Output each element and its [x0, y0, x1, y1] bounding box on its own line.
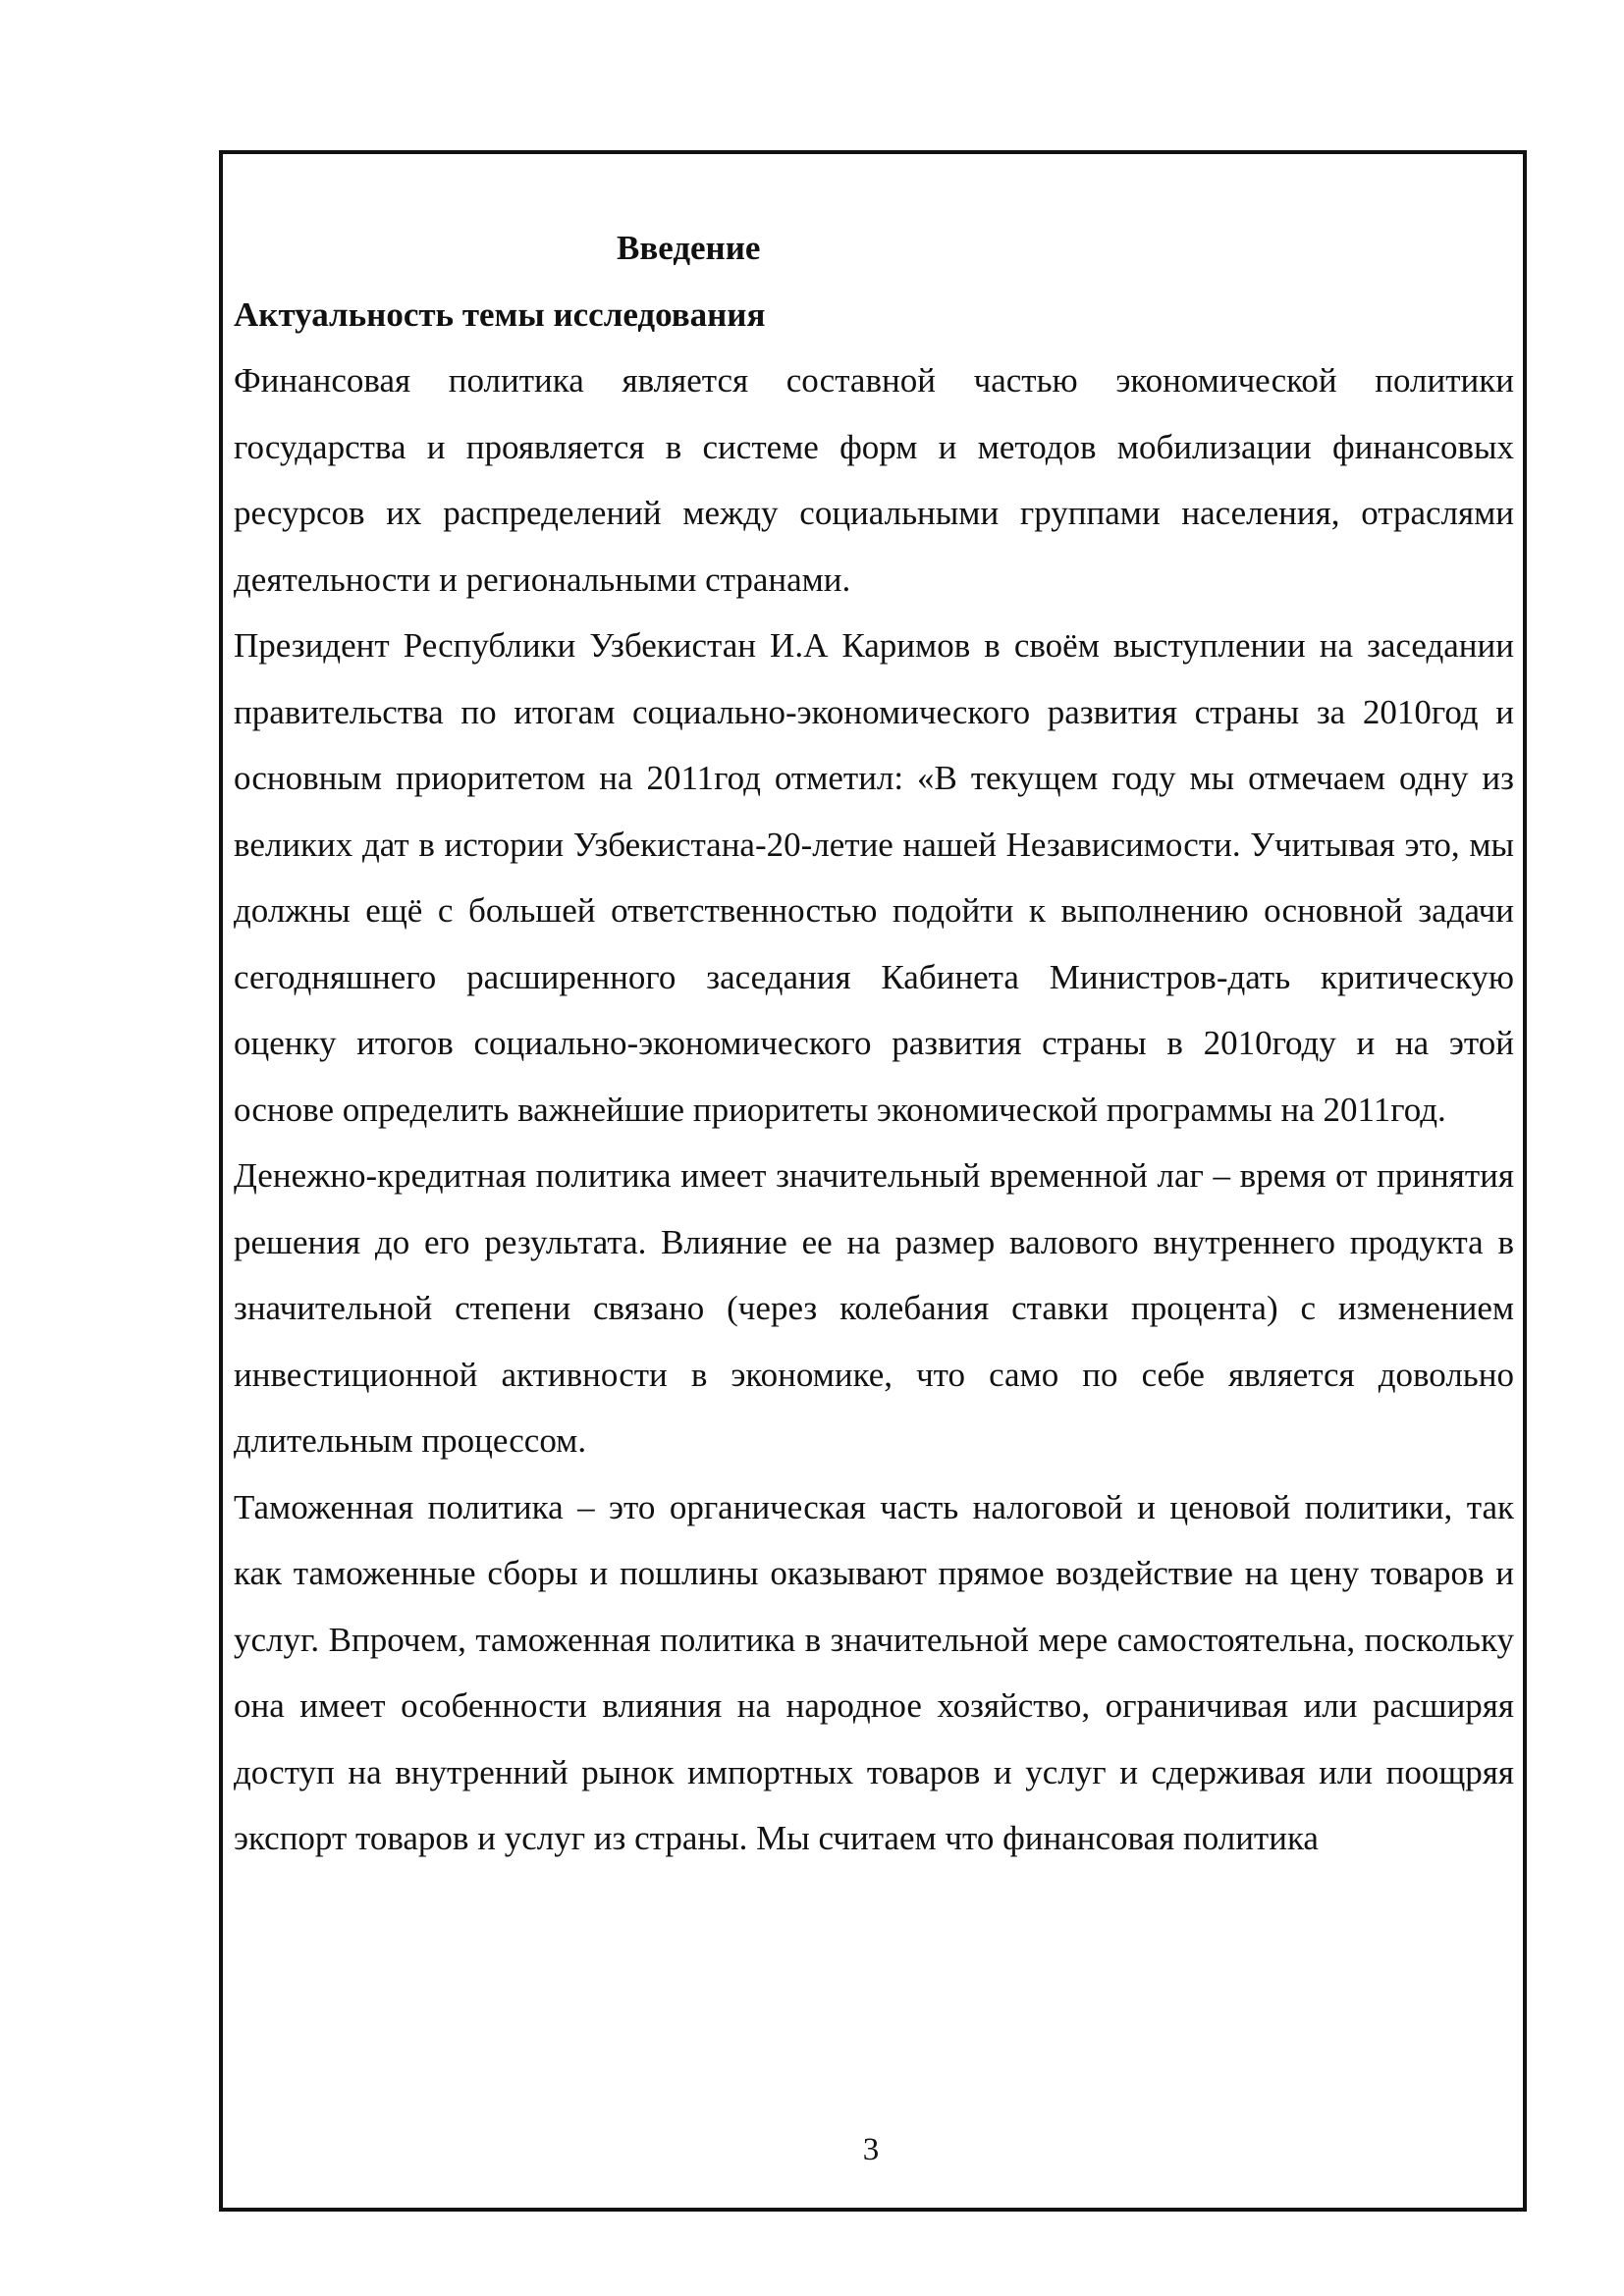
paragraph-financial-policy: Финансовая политика является составной частью экономической политики государства и проявляется в системе форм и методов мобилизации финансовых ресурсов их распределений между социальными группами населения, отраслями деятельности и региональными странами. — [234, 361, 1514, 599]
paragraph-monetary-policy: Денежно-кредитная политика имеет значительный временной лаг – время от принятия решения до его результата. Влияние ее на размер валового внутреннего продукта в значительной степени связано (через колебания ставки процента) с изменением инвестиционной активности в экономике, что само по себе является довольно длительным процессом. — [234, 1156, 1514, 1460]
page-number: 3 — [862, 2132, 880, 2167]
page-content — [234, 215, 1514, 1872]
paragraph-customs-policy: Таможенная политика – это органическая часть налоговой и ценовой политики, так как таможенные сборы и пошлины оказывают прямое воздействие на цену товаров и услуг. Впрочем, таможенная политика в значительной мере самостоятельна, поскольку она имеет особенности влияния на народное хозяйство, ограничивая или расширяя доступ на внутренний рынок импортных товаров и услуг и сдерживая или поощряя экспорт товаров и услуг из страны. Мы считаем что финансовая политика — [234, 1487, 1514, 1857]
section-heading: Актуальность темы исследования — [234, 294, 766, 334]
paragraph-president-quote: Президент Республики Узбекистан И.А Каримов в своём выступлении на заседании правительства по итогам социально-экономического развития страны за 2010год и основным приоритетом на 2011год отметил: «В текущем году мы отмечаем одну из великих дат в истории Узбекистана-20-летие нашей Независимости. Учитывая это, мы должны ещё с большей ответственностью подойти к выполнению основной задачи сегодняшнего расширенного заседания Кабинета Министров-дать критическую оценку итогов социально-экономического развития страны в 2010году и на этой основе определить важнейшие приоритеты экономической программы на 2011год. — [234, 626, 1514, 1129]
page-title: Введение — [617, 229, 761, 267]
